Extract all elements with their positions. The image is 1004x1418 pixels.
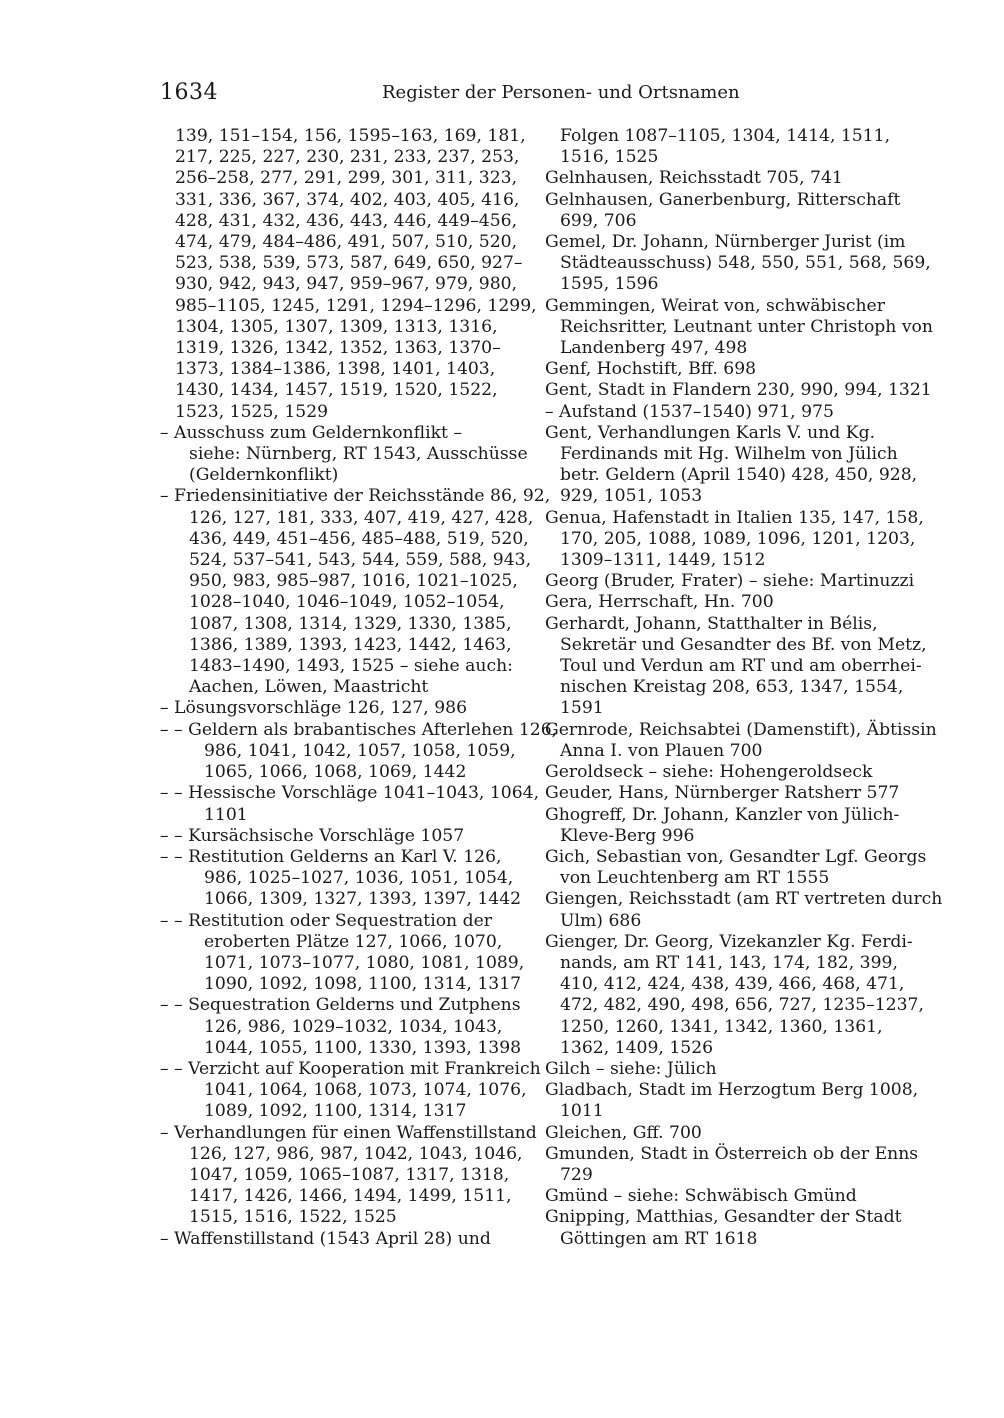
- index-entry: [545, 846, 927, 889]
- index-entry: [545, 613, 927, 720]
- index-entry-line: Gienger, Dr. Georg, Vizekanzler Kg. Ferdi-: [545, 931, 913, 952]
- index-entry: [160, 1229, 530, 1250]
- index-entry: [545, 1143, 919, 1186]
- index-entry-line: – – Restitution oder Sequestration der: [160, 910, 492, 931]
- index-entry-line: Gerhardt, Johann, Statthalter in Bélis,: [545, 613, 878, 634]
- index-entry-line: Gernrode, Reichsabtei (Damenstift), Äbtissin: [545, 719, 937, 740]
- index-entry-line: 523, 538, 539, 573, 587, 649, 650, 927–: [175, 253, 523, 274]
- index-entry-line: 524, 537–541, 543, 544, 559, 588, 943,: [189, 550, 532, 571]
- index-entry-line: 950, 983, 985–987, 1016, 1021–1025,: [189, 571, 518, 592]
- index-entry-line: 1087, 1308, 1314, 1329, 1330, 1385,: [189, 613, 512, 634]
- index-entry-line: Ulm) 686: [560, 910, 642, 931]
- index-entry: [160, 826, 530, 847]
- index-entry-line: Genua, Hafenstadt in Italien 135, 147, 158,: [545, 507, 924, 528]
- index-entry: [545, 1186, 915, 1207]
- index-entry-line: 474, 479, 484–486, 491, 507, 510, 520,: [175, 232, 518, 253]
- index-entry: [160, 486, 551, 698]
- index-entry-line: Aachen, Löwen, Maastricht: [189, 677, 429, 698]
- index-entry-line: Gich, Sebastian von, Gesandter Lgf. Georgs: [545, 846, 927, 867]
- index-entry: [160, 698, 530, 719]
- index-entry: [545, 1123, 915, 1144]
- index-entry-line: Gilch – siehe: Jülich: [545, 1058, 717, 1079]
- page-number: 1634: [160, 80, 218, 105]
- index-entry-line: Gelnhausen, Reichsstadt 705, 741: [545, 168, 843, 189]
- index-entry-line: Giengen, Reichsstadt (am RT vertreten durch: [545, 889, 943, 910]
- index-entry-line: Ghogreff, Dr. Johann, Kanzler von Jülich-: [545, 804, 900, 825]
- index-entry: [160, 423, 530, 487]
- index-entry-line: 1028–1040, 1046–1049, 1052–1054,: [189, 592, 505, 613]
- index-entry-line: Reichsritter, Leutnant unter Christoph von: [560, 316, 933, 337]
- index-entry-line: 1386, 1389, 1393, 1423, 1442, 1463,: [189, 634, 512, 655]
- index-entry: [545, 719, 937, 762]
- index-entry: [545, 592, 915, 613]
- index-entry-line: 126, 986, 1029–1032, 1034, 1043,: [204, 1016, 503, 1037]
- index-entry-line: 930, 942, 943, 947, 959–967, 979, 980,: [175, 274, 518, 295]
- index-entry: [160, 126, 537, 423]
- index-entry: [545, 762, 915, 783]
- index-entry: [545, 805, 915, 847]
- index-entry: [545, 190, 915, 232]
- index-entry-line: 331, 336, 367, 374, 402, 403, 405, 416,: [175, 189, 520, 210]
- index-entry-line: 1362, 1409, 1526: [560, 1037, 714, 1058]
- index-entry: [545, 295, 933, 360]
- index-entry-line: 1090, 1092, 1098, 1100, 1314, 1317: [204, 974, 522, 995]
- index-entry-line: Gemmingen, Weirat von, schwäbischer: [545, 295, 885, 316]
- index-entry-line: 126, 127, 986, 987, 1042, 1043, 1046,: [189, 1143, 523, 1164]
- index-entry-line: 1417, 1426, 1466, 1494, 1499, 1511,: [189, 1186, 512, 1207]
- index-entry-line: 1516, 1525: [560, 147, 659, 168]
- index-entry-line: 929, 1051, 1053: [560, 486, 703, 507]
- index-entry-line: 986, 1041, 1042, 1057, 1058, 1059,: [204, 740, 516, 761]
- index-entry-line: von Leuchtenberg am RT 1555: [560, 868, 830, 889]
- index-entry-line: – – Geldern als brabantisches Afterlehen 126,: [160, 719, 558, 740]
- index-entry-line: 256–258, 277, 291, 299, 301, 311, 323,: [175, 168, 518, 189]
- index-entry-line: 1071, 1073–1077, 1080, 1081, 1089,: [204, 952, 525, 973]
- index-entry-line: 428, 431, 432, 436, 443, 446, 449–456,: [175, 210, 518, 231]
- index-entry-line: – – Hessische Vorschläge 1041–1043, 1064,: [160, 783, 540, 804]
- index-entry-line: Gent, Stadt in Flandern 230, 990, 994, 1321: [545, 380, 932, 401]
- index-entry: [160, 911, 530, 996]
- index-entry: [545, 126, 915, 168]
- index-entry-line: 1483–1490, 1493, 1525 – siehe auch:: [189, 656, 513, 677]
- index-entry-line: Städteausschuss) 548, 550, 551, 568, 569,: [560, 253, 931, 274]
- index-entry-line: Gladbach, Stadt im Herzogtum Berg 1008,: [545, 1080, 919, 1101]
- index-entry-line: 1041, 1064, 1068, 1073, 1074, 1076,: [204, 1080, 527, 1101]
- left-column: [160, 126, 558, 1250]
- index-entry-line: 1591: [560, 698, 604, 719]
- index-entry-line: – – Kursächsische Vorschläge 1057: [160, 825, 465, 846]
- index-entry-line: Georg (Bruder, Frater) – siehe: Martinuzzi: [545, 571, 915, 592]
- index-entry-line: – Verhandlungen für einen Waffenstillstand: [160, 1122, 537, 1143]
- index-entry: [160, 1058, 541, 1123]
- index-entry-line: Anna I. von Plauen 700: [560, 740, 763, 761]
- index-entry-line: nischen Kreistag 208, 653, 1347, 1554,: [560, 677, 904, 698]
- index-entry-line: 985–1105, 1245, 1291, 1294–1296, 1299,: [175, 295, 537, 316]
- index-entry: [545, 168, 915, 189]
- index-entry-line: Geuder, Hans, Nürnberger Ratsherr 577: [545, 783, 900, 804]
- index-entry-line: 699, 706: [560, 210, 637, 231]
- index-entry: [545, 571, 915, 592]
- index-entry-line: – – Verzicht auf Kooperation mit Frankreich: [160, 1058, 541, 1079]
- index-entry: [545, 783, 915, 804]
- index-entry-line: 1044, 1055, 1100, 1330, 1393, 1398: [204, 1037, 522, 1058]
- right-column: [545, 126, 943, 1250]
- index-entry-line: Folgen 1087–1105, 1304, 1414, 1511,: [560, 126, 891, 146]
- index-entry: [160, 719, 558, 784]
- index-entry: [545, 422, 918, 508]
- index-entry-line: 139, 151–154, 156, 1595–163, 169, 181,: [175, 126, 526, 146]
- index-entry: [545, 1059, 915, 1080]
- index-entry-line: 217, 225, 227, 230, 231, 233, 237, 253,: [175, 147, 520, 168]
- index-entry-line: 1065, 1066, 1068, 1069, 1442: [204, 762, 467, 783]
- index-entry: [160, 847, 530, 911]
- index-entry-line: Toul und Verdun am RT und am oberrhei-: [560, 656, 922, 677]
- index-entry-line: betr. Geldern (April 1540) 428, 450, 928,: [560, 465, 918, 486]
- index-entry: [545, 359, 915, 380]
- index-entry-line: Göttingen am RT 1618: [560, 1228, 758, 1249]
- index-entry-line: Geroldseck – siehe: Hohengeroldseck: [545, 762, 873, 783]
- index-entry: [160, 783, 540, 825]
- index-entry-line: Gemel, Dr. Johann, Nürnberger Jurist (im: [545, 232, 906, 253]
- index-entry-line: 1430, 1434, 1457, 1519, 1520, 1522,: [175, 380, 498, 401]
- index-entry-line: 126, 127, 181, 333, 407, 419, 427, 428,: [189, 507, 534, 528]
- index-entry-line: – Lösungsvorschläge 126, 127, 986: [160, 698, 468, 719]
- index-entry-line: (Geldernkonflikt): [189, 465, 339, 486]
- index-entry-line: nands, am RT 141, 143, 174, 182, 399,: [560, 952, 898, 973]
- index-entry-line: Gent, Verhandlungen Karls V. und Kg.: [545, 422, 876, 443]
- index-entry-line: Sekretär und Gesandter des Bf. von Metz,: [560, 634, 927, 655]
- index-entry-line: Gelnhausen, Ganerbenburg, Ritterschaft: [545, 189, 901, 210]
- index-entry-line: Gmunden, Stadt in Österreich ob der Enns: [545, 1143, 919, 1164]
- index-entry-line: 1595, 1596: [560, 274, 659, 295]
- index-entry-line: 1101: [204, 804, 248, 825]
- index-entry-line: 1309–1311, 1449, 1512: [560, 550, 766, 571]
- index-entry: [545, 507, 924, 572]
- index-entry: [545, 1207, 915, 1249]
- index-entry-line: – Waffenstillstand (1543 April 28) und: [160, 1228, 491, 1249]
- index-entry: [545, 1080, 919, 1122]
- index-entry-line: 1250, 1260, 1341, 1342, 1360, 1361,: [560, 1016, 883, 1037]
- index-entry-line: Landenberg 497, 498: [560, 338, 748, 359]
- index-entry-line: 170, 205, 1088, 1089, 1096, 1201, 1203,: [560, 528, 916, 549]
- index-entry-line: 1066, 1309, 1327, 1393, 1397, 1442: [204, 889, 522, 910]
- index-entry: [545, 889, 943, 931]
- index-entry-line: Genf, Hochstift, Bff. 698: [545, 359, 757, 380]
- index-entry-line: – – Restitution Gelderns an Karl V. 126,: [160, 846, 502, 867]
- index-entry-line: Ferdinands mit Hg. Wilhelm von Jülich: [560, 444, 898, 465]
- index-entry-line: 1011: [560, 1101, 604, 1122]
- index-entry-line: Gmünd – siehe: Schwäbisch Gmünd: [545, 1186, 857, 1207]
- index-entry-line: 410, 412, 424, 438, 439, 466, 468, 471,: [560, 974, 905, 995]
- index-entry-line: Gleichen, Gff. 700: [545, 1122, 702, 1143]
- index-entry-line: 1515, 1516, 1522, 1525: [189, 1207, 397, 1228]
- index-entry-line: 1373, 1384–1386, 1398, 1401, 1403,: [175, 359, 496, 380]
- index-entry: [545, 931, 924, 1059]
- index-entry: [545, 402, 915, 423]
- index-entry-line: 1089, 1092, 1100, 1314, 1317: [204, 1101, 467, 1122]
- running-head: Register der Personen- und Ortsnamen: [382, 82, 740, 103]
- index-entry-line: siehe: Nürnberg, RT 1543, Ausschüsse: [189, 444, 528, 465]
- index-entry: [160, 995, 530, 1059]
- index-entry: [160, 1122, 537, 1229]
- index-entry-line: – – Sequestration Gelderns und Zutphens: [160, 995, 521, 1016]
- index-entry-line: 729: [560, 1164, 593, 1185]
- index-entry: [545, 380, 932, 401]
- index-entry-line: 1304, 1305, 1307, 1309, 1313, 1316,: [175, 316, 498, 337]
- index-entry-line: 1047, 1059, 1065–1087, 1317, 1318,: [189, 1164, 510, 1185]
- index-entry-line: 472, 482, 490, 498, 656, 727, 1235–1237,: [560, 995, 924, 1016]
- index-entry-line: Kleve-Berg 996: [560, 825, 695, 846]
- index-entry-line: – Friedensinitiative der Reichsstände 86, 92,: [160, 486, 551, 507]
- index-entry-line: eroberten Plätze 127, 1066, 1070,: [204, 931, 503, 952]
- index-entry: [545, 232, 931, 296]
- index-entry-line: 1523, 1525, 1529: [175, 401, 329, 422]
- index-entry-line: Gnipping, Matthias, Gesandter der Stadt: [545, 1207, 902, 1228]
- index-entry-line: – Ausschuss zum Geldernkonflikt –: [160, 422, 462, 443]
- index-entry-line: 436, 449, 451–456, 485–488, 519, 520,: [189, 528, 529, 549]
- index-entry-line: 1319, 1326, 1342, 1352, 1363, 1370–: [175, 338, 501, 359]
- index-entry-line: Gera, Herrschaft, Hn. 700: [545, 592, 774, 613]
- index-entry-line: 986, 1025–1027, 1036, 1051, 1054,: [204, 868, 514, 889]
- index-entry-line: – Aufstand (1537–1540) 971, 975: [545, 401, 834, 422]
